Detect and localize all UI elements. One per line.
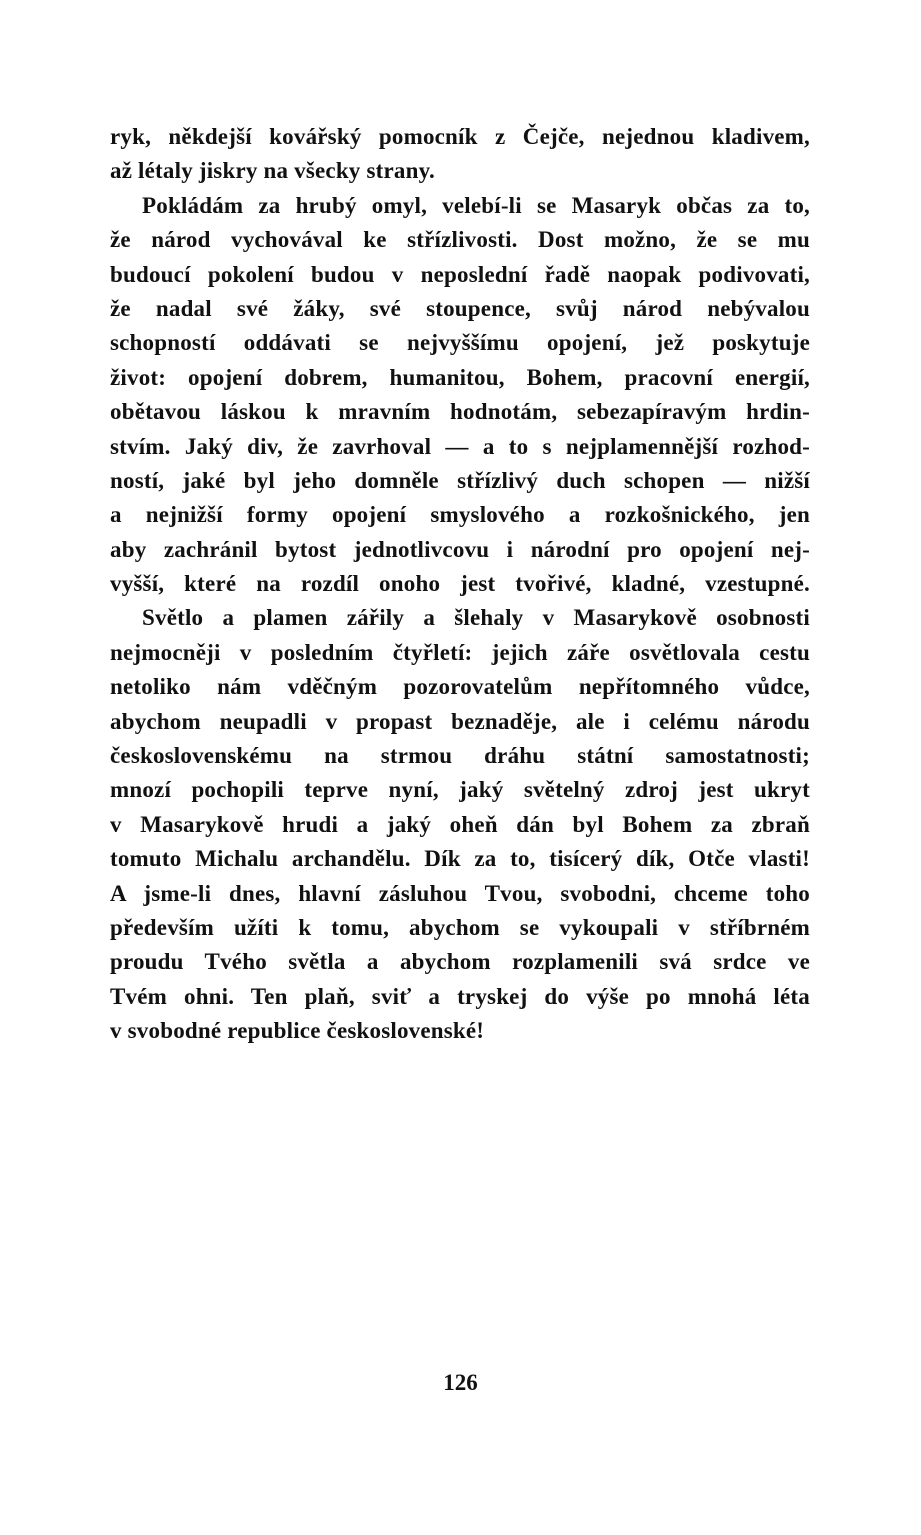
text-line: aby zachránil bytost jednotlivcovu i národní pro opojení nej- <box>110 536 810 562</box>
text-line: ryk, někdejší kovářský pomocník z Čejče, nejednou kladivem, <box>110 124 810 149</box>
text-line: tomuto Michalu archandělu. Dík za to, tisícerý dík, Otče vlasti! <box>110 846 810 872</box>
text-line: proudu Tvého světla a abychom rozplamenili svá srdce ve <box>110 949 810 975</box>
text-line: v svobodné republice československé! <box>110 1018 485 1044</box>
text-line: především užíti k tomu, abychom se vykoupali v stříbrném <box>110 914 810 940</box>
text-line: a nejnižší formy opojení smyslového a rozkošnického, jen <box>110 502 810 528</box>
text-line: Světlo a plamen zářily a šlehaly v Masarykově osobnosti <box>142 605 810 631</box>
text-line: československému na strmou dráhu státní samostatnosti; <box>110 743 810 769</box>
text-line: až létaly jiskry na všecky strany. <box>110 158 435 184</box>
text-line: Tvém ohni. Ten plaň, sviť a tryskej do výše po mnohá léta <box>110 983 810 1009</box>
body-text <box>110 120 810 1049</box>
text-line: ností, jaké byl jeho domněle střízlivý duch schopen — nižší <box>110 467 810 493</box>
text-line: mnozí pochopili teprve nyní, jaký světelný zdroj jest ukryt <box>110 777 810 803</box>
text-line: že národ vychovával ke střízlivosti. Dost možno, že se mu <box>110 227 810 253</box>
text-line: život: opojení dobrem, humanitou, Bohem, pracovní energií, <box>110 364 810 390</box>
text-line: nejmocněji v posledním čtyřletí: jejich záře osvětlovala cestu <box>110 639 810 665</box>
text-line: A jsme-li dnes, hlavní zásluhou Tvou, svobodni, chceme toho <box>110 880 810 906</box>
text-line: stvím. Jaký div, že zavrhoval — a to s nejplamennější rozhod- <box>110 433 810 459</box>
text-line: budoucí pokolení budou v neposlední řadě naopak podivovati, <box>110 261 810 287</box>
text-line: schopností oddávati se nejvyššímu opojení, jež poskytuje <box>110 330 810 356</box>
text-line: vyšší, které na rozdíl onoho jest tvořivé, kladné, vzestupné. <box>110 571 810 597</box>
text-line: v Masarykově hrudi a jaký oheň dán byl Bohem za zbraň <box>110 811 810 837</box>
text-line: netoliko nám vděčným pozorovatelům nepřítomného vůdce, <box>110 674 810 700</box>
text-line: obětavou láskou k mravním hodnotám, sebezapíravým hrdin- <box>110 399 810 425</box>
page-number: 126 <box>443 1370 478 1395</box>
text-line: abychom neupadli v propast beznaděje, ale i celému národu <box>110 708 810 734</box>
text-line: Pokládám za hrubý omyl, velebí-li se Masaryk občas za to, <box>142 192 810 218</box>
text-line: že nadal své žáky, své stoupence, svůj národ nebývalou <box>110 295 810 321</box>
